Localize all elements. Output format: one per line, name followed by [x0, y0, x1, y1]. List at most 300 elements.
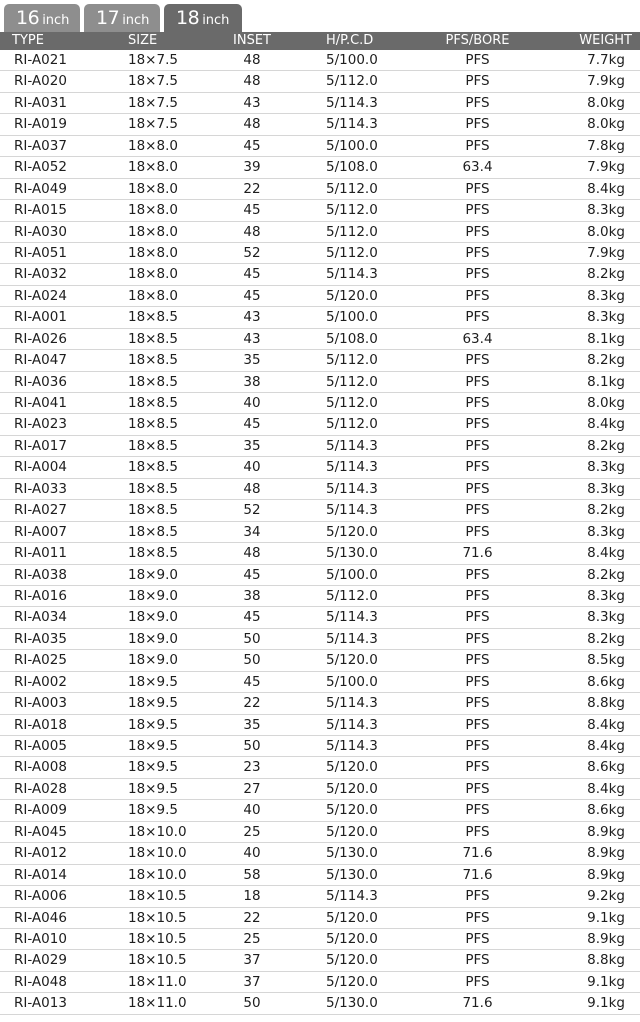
cell-hpcd: 5/114.3 [326, 630, 378, 647]
table-row [0, 607, 640, 628]
cell-hpcd: 5/100.0 [326, 137, 378, 154]
cell-pfs-bore: PFS [465, 502, 490, 519]
cell-weight: 7.9kg [587, 73, 625, 90]
cell-inset: 35 [243, 437, 261, 454]
cell-pfs-bore: PFS [465, 94, 490, 111]
table-row [0, 715, 640, 736]
table-row [0, 393, 640, 414]
table-row [0, 350, 640, 371]
cell-pfs-bore: PFS [465, 309, 490, 326]
cell-hpcd: 5/114.3 [326, 695, 378, 712]
cell-weight: 8.3kg [587, 523, 625, 540]
cell-size: 18×8.0 [128, 266, 178, 283]
table-row [0, 779, 640, 800]
table-row [0, 522, 640, 543]
cell-inset: 50 [243, 630, 261, 647]
cell-hpcd: 5/120.0 [326, 952, 378, 969]
cell-pfs-bore: PFS [465, 287, 490, 304]
cell-type: RI-A037 [14, 137, 67, 154]
cell-size: 18×8.0 [128, 159, 178, 176]
cell-pfs-bore: PFS [465, 695, 490, 712]
cell-pfs-bore: PFS [465, 416, 490, 433]
table-row [0, 843, 640, 864]
cell-pfs-bore: PFS [465, 802, 490, 819]
cell-hpcd: 5/120.0 [326, 780, 378, 797]
cell-pfs-bore: PFS [465, 566, 490, 583]
cell-weight: 8.9kg [587, 866, 625, 883]
cell-size: 18×10.0 [128, 845, 187, 862]
tab-number: 17 [96, 7, 120, 29]
header-size: SIZE [128, 33, 158, 48]
table-row [0, 757, 640, 778]
cell-weight: 8.3kg [587, 287, 625, 304]
cell-type: RI-A004 [14, 459, 67, 476]
cell-hpcd: 5/114.3 [326, 94, 378, 111]
tab-17-inch[interactable] [84, 4, 160, 32]
cell-type: RI-A018 [14, 716, 67, 733]
cell-hpcd: 5/130.0 [326, 866, 378, 883]
cell-size: 18×10.5 [128, 930, 187, 947]
cell-pfs-bore: PFS [465, 73, 490, 90]
cell-inset: 34 [243, 523, 261, 540]
cell-type: RI-A046 [14, 909, 67, 926]
cell-weight: 8.4kg [587, 716, 625, 733]
cell-size: 18×8.5 [128, 459, 178, 476]
cell-weight: 8.3kg [587, 309, 625, 326]
cell-pfs-bore: PFS [465, 137, 490, 154]
cell-weight: 9.1kg [587, 909, 625, 926]
cell-pfs-bore: PFS [465, 909, 490, 926]
cell-hpcd: 5/114.3 [326, 738, 378, 754]
cell-weight: 8.6kg [587, 673, 625, 690]
cell-size: 18×7.5 [128, 73, 178, 90]
table-row [0, 136, 640, 157]
cell-weight: 8.3kg [587, 202, 625, 219]
cell-hpcd: 5/112.0 [326, 416, 378, 433]
cell-size: 18×8.0 [128, 202, 178, 219]
cell-hpcd: 5/112.0 [326, 223, 378, 240]
table-row [0, 264, 640, 285]
cell-pfs-bore: PFS [465, 823, 490, 840]
cell-pfs-bore: PFS [465, 352, 490, 369]
cell-pfs-bore: PFS [465, 395, 490, 411]
cell-size: 18×9.5 [128, 802, 178, 819]
cell-weight: 9.1kg [587, 995, 625, 1012]
table-header [0, 32, 640, 50]
cell-pfs-bore: PFS [465, 759, 490, 776]
cell-hpcd: 5/100.0 [326, 52, 378, 68]
cell-inset: 45 [243, 416, 261, 433]
cell-type: RI-A033 [14, 480, 67, 497]
cell-size: 18×9.0 [128, 587, 178, 604]
cell-inset: 25 [243, 930, 261, 947]
table-row [0, 736, 640, 757]
table-row [0, 71, 640, 92]
cell-type: RI-A051 [14, 244, 67, 261]
cell-type: RI-A012 [14, 845, 67, 862]
cell-hpcd: 5/120.0 [326, 759, 378, 776]
header-weight: WEIGHT [579, 33, 632, 48]
cell-pfs-bore: PFS [465, 180, 490, 197]
table-row [0, 886, 640, 907]
table-row [0, 972, 640, 993]
cell-hpcd: 5/112.0 [326, 73, 378, 90]
cell-inset: 52 [243, 502, 261, 519]
table-row [0, 543, 640, 564]
cell-hpcd: 5/114.3 [326, 502, 378, 519]
cell-inset: 43 [243, 94, 261, 111]
table-row [0, 436, 640, 457]
table-row [0, 929, 640, 950]
cell-hpcd: 5/100.0 [326, 566, 378, 583]
cell-inset: 52 [243, 244, 261, 261]
table-row [0, 586, 640, 607]
cell-type: RI-A041 [14, 395, 67, 411]
cell-hpcd: 5/114.3 [326, 888, 378, 905]
cell-hpcd: 5/120.0 [326, 823, 378, 840]
table-body [0, 50, 640, 1015]
cell-size: 18×8.5 [128, 416, 178, 433]
cell-pfs-bore: PFS [465, 437, 490, 454]
table-row [0, 822, 640, 843]
tab-16-inch[interactable] [4, 4, 80, 32]
table-row [0, 157, 640, 178]
cell-pfs-bore: PFS [465, 244, 490, 261]
cell-size: 18×7.5 [128, 94, 178, 111]
cell-size: 18×8.5 [128, 523, 178, 540]
table-row [0, 179, 640, 200]
cell-size: 18×8.5 [128, 545, 178, 562]
cell-inset: 48 [243, 52, 261, 68]
table-row [0, 800, 640, 821]
cell-type: RI-A052 [14, 159, 67, 176]
cell-size: 18×8.5 [128, 309, 178, 326]
table-row [0, 307, 640, 328]
cell-size: 18×7.5 [128, 116, 178, 133]
cell-weight: 8.6kg [587, 802, 625, 819]
cell-size: 18×8.5 [128, 373, 178, 390]
cell-inset: 45 [243, 673, 261, 690]
cell-weight: 8.2kg [587, 352, 625, 369]
cell-weight: 8.2kg [587, 502, 625, 519]
header-pfs-bore: PFS/BORE [445, 33, 510, 48]
cell-hpcd: 5/120.0 [326, 287, 378, 304]
cell-size: 18×9.5 [128, 780, 178, 797]
cell-type: RI-A005 [14, 738, 67, 754]
cell-type: RI-A020 [14, 73, 67, 90]
cell-inset: 23 [243, 759, 261, 776]
cell-hpcd: 5/112.0 [326, 373, 378, 390]
cell-size: 18×11.0 [128, 973, 187, 990]
cell-hpcd: 5/112.0 [326, 587, 378, 604]
cell-inset: 48 [243, 545, 261, 562]
cell-weight: 8.2kg [587, 566, 625, 583]
cell-pfs-bore: PFS [465, 609, 490, 626]
cell-size: 18×8.5 [128, 352, 178, 369]
cell-pfs-bore: 71.6 [462, 866, 493, 883]
cell-inset: 37 [243, 952, 261, 969]
cell-inset: 39 [243, 159, 261, 176]
cell-weight: 8.3kg [587, 459, 625, 476]
cell-size: 18×8.0 [128, 244, 178, 261]
cell-type: RI-A045 [14, 823, 67, 840]
cell-weight: 8.9kg [587, 930, 625, 947]
cell-type: RI-A025 [14, 652, 67, 669]
cell-pfs-bore: PFS [465, 716, 490, 733]
cell-pfs-bore: PFS [465, 973, 490, 990]
cell-type: RI-A048 [14, 973, 67, 990]
cell-hpcd: 5/114.3 [326, 116, 378, 133]
cell-weight: 8.0kg [587, 395, 625, 411]
cell-inset: 58 [243, 866, 261, 883]
cell-size: 18×8.5 [128, 395, 178, 411]
cell-type: RI-A030 [14, 223, 67, 240]
cell-weight: 9.1kg [587, 973, 625, 990]
cell-pfs-bore: 71.6 [462, 995, 493, 1012]
cell-pfs-bore: 71.6 [462, 545, 493, 562]
cell-size: 18×10.0 [128, 866, 187, 883]
cell-size: 18×9.0 [128, 566, 178, 583]
cell-hpcd: 5/114.3 [326, 716, 378, 733]
cell-size: 18×8.0 [128, 180, 178, 197]
cell-type: RI-A034 [14, 609, 67, 626]
table-row [0, 650, 640, 671]
cell-size: 18×11.0 [128, 995, 187, 1012]
cell-inset: 43 [243, 330, 261, 347]
table-row [0, 479, 640, 500]
cell-weight: 8.0kg [587, 94, 625, 111]
cell-size: 18×7.5 [128, 52, 178, 68]
cell-size: 18×9.0 [128, 652, 178, 669]
tab-unit: inch [122, 13, 150, 28]
cell-hpcd: 5/112.0 [326, 244, 378, 261]
cell-type: RI-A049 [14, 180, 67, 197]
cell-type: RI-A047 [14, 352, 67, 369]
table-row [0, 50, 640, 71]
cell-weight: 7.8kg [587, 137, 625, 154]
tab-unit: inch [202, 13, 230, 28]
cell-pfs-bore: 63.4 [462, 330, 493, 347]
cell-weight: 8.9kg [587, 845, 625, 862]
cell-pfs-bore: PFS [465, 630, 490, 647]
cell-weight: 8.4kg [587, 180, 625, 197]
cell-hpcd: 5/100.0 [326, 309, 378, 326]
cell-weight: 8.2kg [587, 630, 625, 647]
cell-type: RI-A024 [14, 287, 67, 304]
cell-size: 18×9.5 [128, 716, 178, 733]
cell-size: 18×8.5 [128, 502, 178, 519]
table-row [0, 629, 640, 650]
header-type: TYPE [12, 33, 44, 48]
cell-weight: 8.4kg [587, 780, 625, 797]
cell-inset: 25 [243, 823, 261, 840]
cell-hpcd: 5/112.0 [326, 202, 378, 219]
cell-type: RI-A017 [14, 437, 67, 454]
cell-weight: 8.6kg [587, 759, 625, 776]
cell-pfs-bore: PFS [465, 780, 490, 797]
cell-weight: 8.8kg [587, 695, 625, 712]
table-row [0, 200, 640, 221]
tab-number: 16 [16, 7, 40, 29]
cell-size: 18×8.0 [128, 137, 178, 154]
cell-type: RI-A019 [14, 116, 67, 133]
size-tabs [0, 0, 640, 32]
table-row [0, 672, 640, 693]
cell-inset: 43 [243, 309, 261, 326]
cell-weight: 7.9kg [587, 159, 625, 176]
cell-hpcd: 5/130.0 [326, 845, 378, 862]
cell-weight: 8.2kg [587, 266, 625, 283]
cell-inset: 45 [243, 266, 261, 283]
cell-type: RI-A010 [14, 930, 67, 947]
cell-type: RI-A013 [14, 995, 67, 1012]
table-row [0, 565, 640, 586]
cell-hpcd: 5/112.0 [326, 395, 378, 411]
cell-hpcd: 5/114.3 [326, 437, 378, 454]
cell-inset: 22 [243, 180, 261, 197]
cell-size: 18×8.0 [128, 287, 178, 304]
cell-hpcd: 5/108.0 [326, 159, 378, 176]
table-row [0, 372, 640, 393]
cell-pfs-bore: 63.4 [462, 159, 493, 176]
cell-pfs-bore: PFS [465, 223, 490, 240]
cell-type: RI-A026 [14, 330, 67, 347]
cell-inset: 48 [243, 223, 261, 240]
cell-type: RI-A014 [14, 866, 67, 883]
cell-weight: 8.3kg [587, 480, 625, 497]
cell-type: RI-A027 [14, 502, 67, 519]
cell-inset: 38 [243, 587, 261, 604]
cell-weight: 7.7kg [587, 52, 625, 68]
table-row [0, 908, 640, 929]
cell-inset: 40 [243, 802, 261, 819]
cell-size: 18×9.0 [128, 630, 178, 647]
cell-weight: 8.3kg [587, 609, 625, 626]
cell-inset: 40 [243, 395, 261, 411]
cell-hpcd: 5/130.0 [326, 995, 378, 1012]
cell-type: RI-A008 [14, 759, 67, 776]
cell-inset: 35 [243, 716, 261, 733]
cell-size: 18×8.0 [128, 223, 178, 240]
cell-type: RI-A009 [14, 802, 67, 819]
table-row [0, 114, 640, 135]
cell-weight: 7.9kg [587, 244, 625, 261]
cell-size: 18×10.5 [128, 909, 187, 926]
cell-inset: 35 [243, 352, 261, 369]
cell-type: RI-A016 [14, 587, 67, 604]
cell-pfs-bore: PFS [465, 202, 490, 219]
cell-weight: 8.2kg [587, 437, 625, 454]
table-row [0, 500, 640, 521]
cell-inset: 45 [243, 566, 261, 583]
cell-inset: 22 [243, 695, 261, 712]
cell-weight: 8.9kg [587, 823, 625, 840]
cell-pfs-bore: PFS [465, 52, 490, 68]
cell-size: 18×8.5 [128, 330, 178, 347]
cell-pfs-bore: PFS [465, 266, 490, 283]
cell-inset: 48 [243, 73, 261, 90]
cell-type: RI-A021 [14, 52, 67, 68]
cell-weight: 8.0kg [587, 116, 625, 133]
cell-size: 18×10.5 [128, 952, 187, 969]
cell-type: RI-A007 [14, 523, 67, 540]
table-row [0, 457, 640, 478]
table-row [0, 222, 640, 243]
table-row [0, 865, 640, 886]
tab-number: 18 [176, 7, 200, 29]
cell-type: RI-A035 [14, 630, 67, 647]
cell-weight: 8.4kg [587, 738, 625, 754]
cell-hpcd: 5/114.3 [326, 459, 378, 476]
cell-inset: 50 [243, 738, 261, 754]
cell-inset: 48 [243, 116, 261, 133]
cell-hpcd: 5/114.3 [326, 266, 378, 283]
cell-inset: 45 [243, 202, 261, 219]
cell-type: RI-A001 [14, 309, 67, 326]
cell-type: RI-A031 [14, 94, 67, 111]
cell-hpcd: 5/112.0 [326, 352, 378, 369]
cell-pfs-bore: PFS [465, 888, 490, 905]
table-row [0, 950, 640, 971]
cell-type: RI-A006 [14, 888, 67, 905]
cell-type: RI-A015 [14, 202, 67, 219]
cell-type: RI-A028 [14, 780, 67, 797]
cell-size: 18×9.5 [128, 695, 178, 712]
cell-type: RI-A011 [14, 545, 67, 562]
cell-pfs-bore: PFS [465, 373, 490, 390]
cell-type: RI-A003 [14, 695, 67, 712]
table-row [0, 329, 640, 350]
cell-hpcd: 5/120.0 [326, 973, 378, 990]
cell-inset: 38 [243, 373, 261, 390]
cell-hpcd: 5/112.0 [326, 180, 378, 197]
cell-size: 18×10.0 [128, 823, 187, 840]
tab-18-inch[interactable] [164, 4, 242, 32]
cell-type: RI-A002 [14, 673, 67, 690]
cell-inset: 37 [243, 973, 261, 990]
cell-pfs-bore: PFS [465, 952, 490, 969]
cell-pfs-bore: PFS [465, 459, 490, 476]
cell-pfs-bore: 71.6 [462, 845, 493, 862]
cell-type: RI-A038 [14, 566, 67, 583]
table-row [0, 286, 640, 307]
cell-hpcd: 5/100.0 [326, 673, 378, 690]
cell-pfs-bore: PFS [465, 738, 490, 754]
cell-hpcd: 5/120.0 [326, 909, 378, 926]
cell-hpcd: 5/120.0 [326, 523, 378, 540]
cell-type: RI-A023 [14, 416, 67, 433]
cell-hpcd: 5/120.0 [326, 652, 378, 669]
cell-weight: 8.4kg [587, 416, 625, 433]
cell-weight: 8.3kg [587, 587, 625, 604]
header-inset: INSET [233, 33, 271, 48]
cell-weight: 8.1kg [587, 373, 625, 390]
cell-size: 18×8.5 [128, 480, 178, 497]
cell-pfs-bore: PFS [465, 116, 490, 133]
cell-weight: 8.1kg [587, 330, 625, 347]
cell-hpcd: 5/130.0 [326, 545, 378, 562]
header-hpcd: H/P.C.D [326, 33, 374, 48]
cell-inset: 50 [243, 652, 261, 669]
cell-size: 18×8.5 [128, 437, 178, 454]
cell-inset: 18 [243, 888, 261, 905]
tab-unit: inch [42, 13, 70, 28]
cell-inset: 40 [243, 845, 261, 862]
cell-weight: 8.8kg [587, 952, 625, 969]
table-row [0, 243, 640, 264]
cell-type: RI-A032 [14, 266, 67, 283]
table-row [0, 414, 640, 435]
